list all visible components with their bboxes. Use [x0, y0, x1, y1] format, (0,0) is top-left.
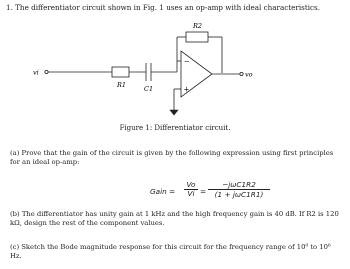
noninverting-sign: +	[183, 85, 190, 94]
formula-f2-numerator: −jωC1R2	[208, 181, 270, 190]
vi-label: vi	[33, 68, 39, 77]
input-terminal	[45, 70, 48, 73]
resistor-r1	[112, 67, 129, 77]
formula-f2-denominator: (1 + jωC1R1)	[214, 190, 264, 199]
formula-f1-numerator: Vo	[184, 181, 198, 190]
figure-caption: Figure 1: Differentiator circuit.	[119, 124, 231, 132]
output-terminal	[240, 72, 243, 75]
question-title: 1. The differentiator circuit shown in Fig. 1 uses an op-amp with ideal characteristics.	[6, 3, 321, 12]
formula-fraction-vo-vi	[184, 181, 198, 198]
differentiator-circuit-diagram	[0, 0, 350, 124]
c1-label: C1	[144, 85, 154, 93]
formula-lhs: Gain =	[150, 187, 176, 196]
gain-formula	[150, 181, 300, 203]
resistor-r2	[186, 32, 208, 42]
r1-label: R1	[117, 81, 127, 89]
formula-equals: =	[200, 187, 207, 196]
inverting-sign: −	[184, 57, 190, 66]
r2-label: R2	[193, 22, 203, 30]
formula-f1-denominator: Vi	[187, 189, 195, 198]
part-c-text: (c) Sketch the Bode magnitude response for this circuit for the frequency range of 10⁰ to 10⁶ Hz.	[10, 243, 331, 260]
part-b-text: (b) The differentiator has unity gain at 1 kHz and the high frequency gain is 40 dB. If R2 is 120 kΩ, design the rest of the component values.	[10, 210, 339, 227]
part-a-text: (a) Prove that the gain of the circuit is given by the following expression using first principles for an ideal op-amp:	[10, 149, 334, 166]
vo-label: vo	[245, 70, 253, 79]
formula-fraction-transfer	[208, 181, 270, 199]
ground-icon	[170, 110, 178, 115]
